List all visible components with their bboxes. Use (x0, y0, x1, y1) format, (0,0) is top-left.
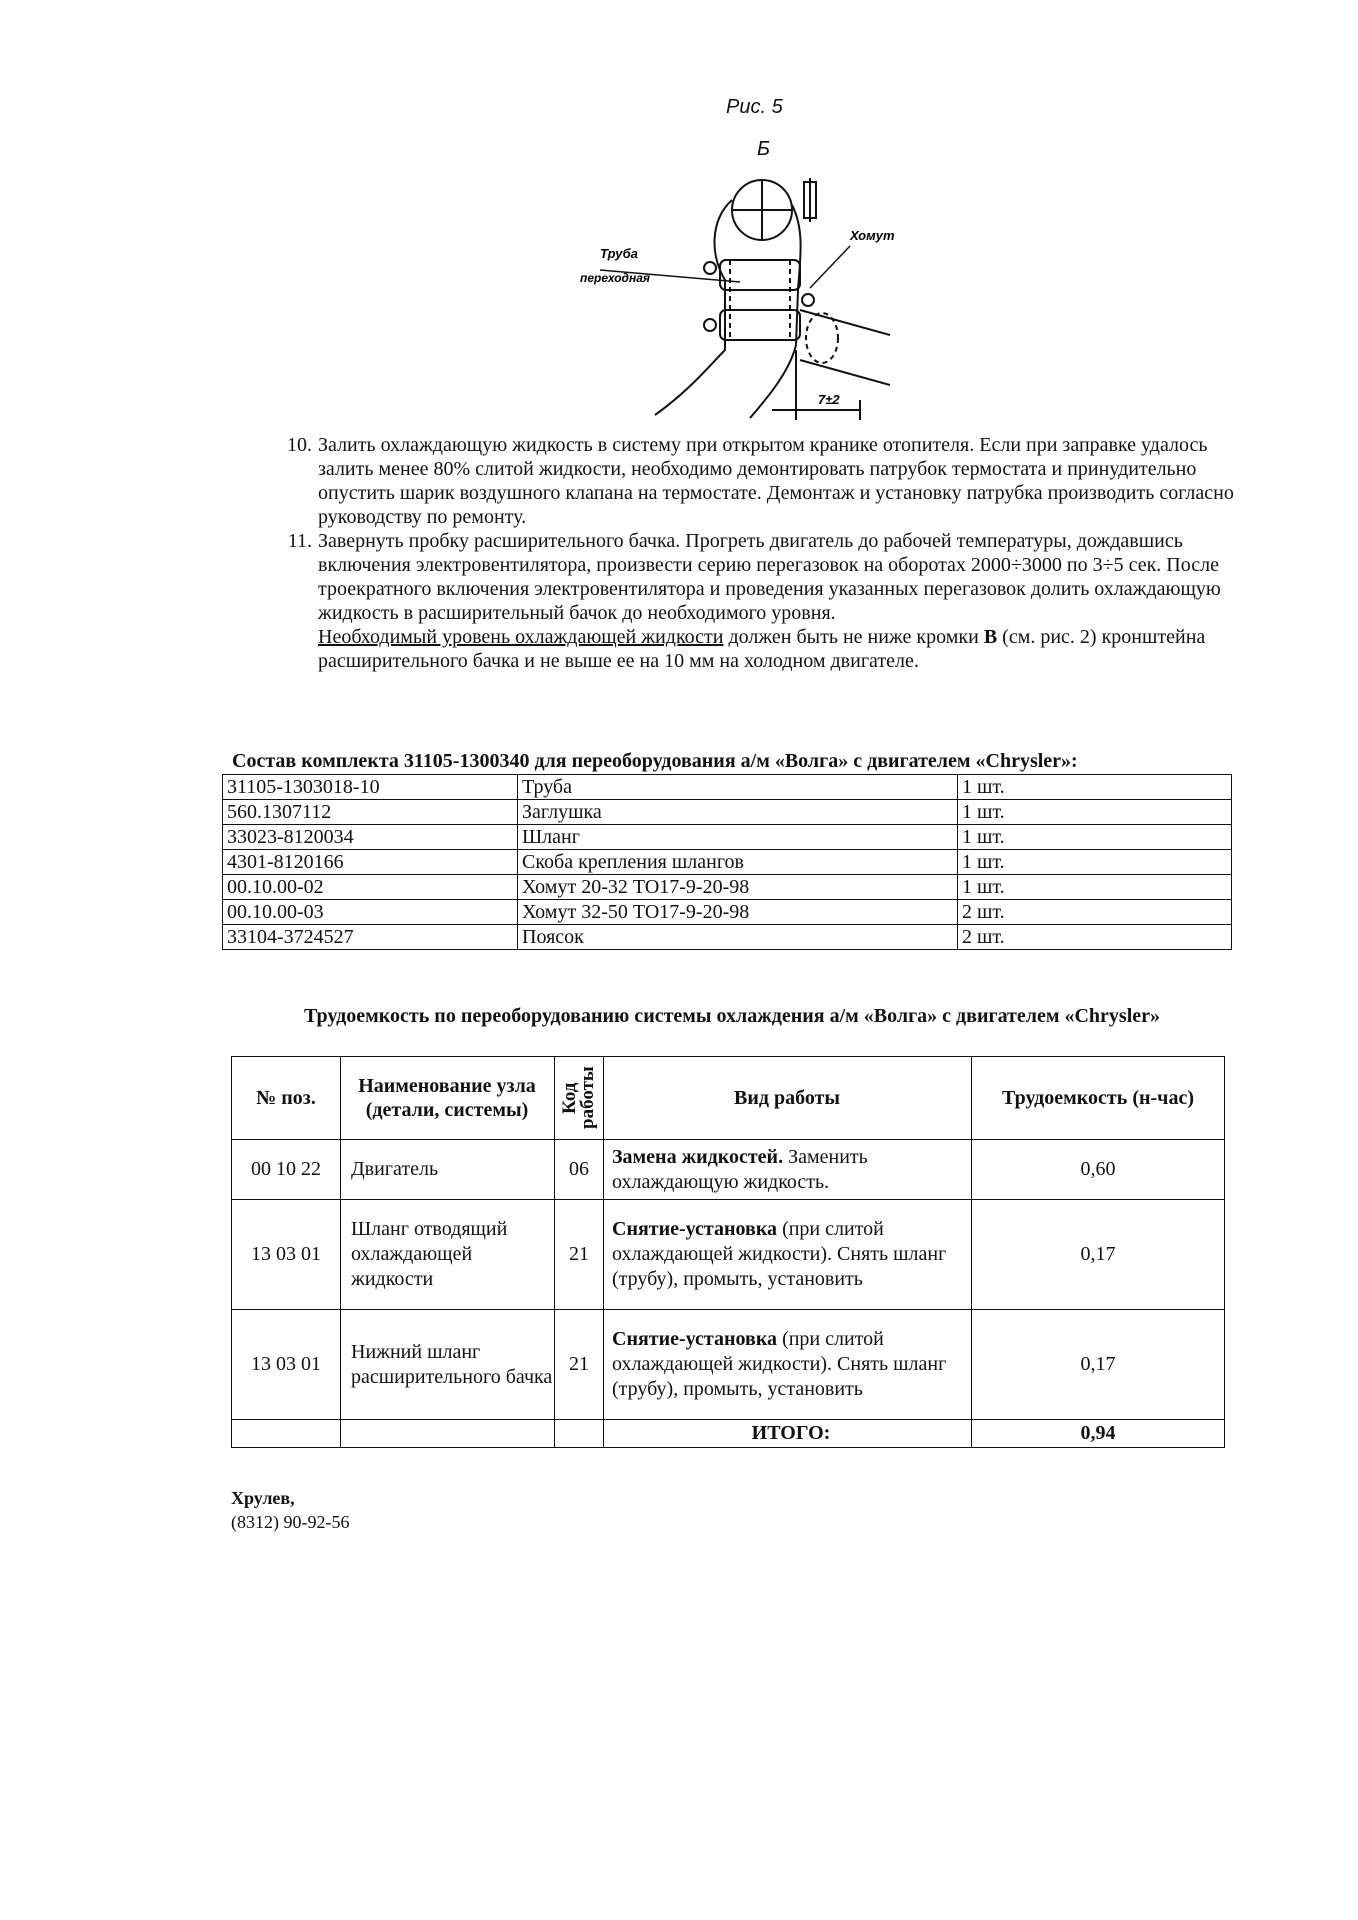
kit-qty: 1 шт. (958, 800, 1232, 825)
figure-view-label: Б (757, 138, 771, 160)
kit-code: 31105-1303018-10 (223, 775, 518, 800)
labor-code: 21 (555, 1310, 604, 1420)
kit-row (223, 825, 1232, 850)
step-text: Залить охлаждающую жидкость в систему при открытом кранике отопителя. Если при заправке удалось залить менее 80% слитой жидкости, необходимо демонтировать патрубок термостата и принудительно опустить шарик воздушного клапана на термостате. Демонтаж и установку патрубка производить согласно руководству по ремонту. (318, 434, 1234, 528)
label-pipe-line1: Труба (600, 246, 638, 261)
total-value: 0,94 (972, 1420, 1225, 1448)
kit-row (223, 900, 1232, 925)
kit-code: 00.10.00-02 (223, 875, 518, 900)
step-number: 10. (287, 434, 312, 456)
author-name: Хрулев, (231, 1488, 295, 1508)
note-end: (см. рис. 2) кронштейна расширительного бачка и не выше ее на 10 мм на холодном двигателе. (318, 626, 1206, 672)
kit-qty: 1 шт. (958, 875, 1232, 900)
header-pos: № поз. (232, 1057, 341, 1140)
label-pipe-line2: переходная (580, 271, 650, 285)
kit-name: Заглушка (518, 800, 958, 825)
labor-row (232, 1140, 1225, 1200)
header-hours: Трудоемкость (н-час) (972, 1057, 1225, 1140)
labor-hours: 0,17 (972, 1310, 1225, 1420)
kit-qty: 2 шт. (958, 900, 1232, 925)
kit-name: Хомут 32-50 ТО17-9-20-98 (518, 900, 958, 925)
kit-row (223, 875, 1232, 900)
kit-qty: 1 шт. (958, 850, 1232, 875)
total-empty (341, 1420, 555, 1448)
instruction-steps (272, 433, 1262, 673)
kit-code: 00.10.00-03 (223, 900, 518, 925)
label-dimension: 7±2 (818, 392, 840, 407)
labor-title: Трудоемкость по переоборудованию системы охлаждения а/м «Волга» с двигателем «Chrysler» (303, 1005, 1161, 1027)
total-empty (555, 1420, 604, 1448)
kit-code: 4301-8120166 (223, 850, 518, 875)
note-underlined: Необходимый уровень охлаждающей жидкости (318, 626, 724, 648)
note-bold: В (983, 626, 998, 648)
kit-code: 560.1307112 (223, 800, 518, 825)
clamp-drawing (560, 160, 900, 420)
work-bold: Замена жидкостей. (612, 1145, 784, 1168)
kit-name: Хомут 20-32 ТО17-9-20-98 (518, 875, 958, 900)
labor-name: Двигатель (341, 1140, 555, 1200)
labor-name: Шланг отводящий охлаждающей жидкости (341, 1200, 555, 1310)
labor-name: Нижний шланг расширительного бачка (341, 1310, 555, 1420)
kit-name: Труба (518, 775, 958, 800)
labor-pos: 13 03 01 (232, 1310, 341, 1420)
step-text: Завернуть пробку расширительного бачка. Прогреть двигатель до рабочей температуры, дождавшись включения электровентилятора, произвести серию перегазовок на оборотах 2000÷3000 по 3÷5 сек. После троекратного включения электровентилятора и проведения указанных перегазовок долить охлаждающую жидкость в расширительный бачок до необходимого уровня. (318, 530, 1221, 624)
step-11 (272, 529, 1262, 673)
work-rest: (при слитой охлаждающей жидкости). Снять шланг (трубу), промыть, установить (612, 1328, 947, 1400)
note-rest: должен быть не ниже кромки (723, 626, 984, 648)
kit-qty: 1 шт. (958, 775, 1232, 800)
kit-name: Поясок (518, 925, 958, 950)
labor-row (232, 1200, 1225, 1310)
step-10 (272, 433, 1262, 529)
work-rest: Заменить охлаждающую жидкость. (612, 1145, 868, 1193)
work-bold: Снятие-установка (612, 1328, 778, 1350)
total-label: ИТОГО: (604, 1420, 972, 1448)
work-rest: (при слитой охлаждающей жидкости). Снять шланг (трубу), промыть, установить (612, 1218, 947, 1290)
kit-row (223, 850, 1232, 875)
kit-code: 33023-8120034 (223, 825, 518, 850)
kit-name: Скоба крепления шлангов (518, 850, 958, 875)
kit-name: Шланг (518, 825, 958, 850)
work-bold: Снятие-установка (612, 1218, 778, 1240)
coolant-level-note (318, 625, 1262, 673)
kit-row (223, 775, 1232, 800)
labor-table (231, 1056, 1225, 1448)
total-empty (232, 1420, 341, 1448)
kit-table (222, 774, 1232, 950)
kit-title: Состав комплекта 31105-1300340 для переоборудования а/м «Волга» с двигателем «Chrysler»: (232, 750, 1078, 772)
kit-code: 33104-3724527 (223, 925, 518, 950)
kit-qty: 1 шт. (958, 825, 1232, 850)
author-phone: (8312) 90-92-56 (231, 1512, 350, 1532)
label-clamp: Хомут (850, 228, 895, 243)
kit-qty: 2 шт. (958, 925, 1232, 950)
labor-pos: 13 03 01 (232, 1200, 341, 1310)
labor-row (232, 1310, 1225, 1420)
header-code: Код работы (555, 1057, 604, 1140)
labor-pos: 00 10 22 (232, 1140, 341, 1200)
figure-title: Рис. 5 (726, 96, 783, 118)
labor-work (604, 1200, 972, 1310)
header-name: Наименование узла (детали, системы) (341, 1057, 555, 1140)
kit-row (223, 800, 1232, 825)
labor-hours: 0,60 (972, 1140, 1225, 1200)
labor-code: 21 (555, 1200, 604, 1310)
labor-code: 06 (555, 1140, 604, 1200)
author-block (231, 1486, 349, 1534)
header-work: Вид работы (604, 1057, 972, 1140)
kit-row (223, 925, 1232, 950)
step-number: 11. (287, 530, 312, 552)
labor-hours: 0,17 (972, 1200, 1225, 1310)
labor-work (604, 1140, 972, 1200)
labor-work (604, 1310, 972, 1420)
